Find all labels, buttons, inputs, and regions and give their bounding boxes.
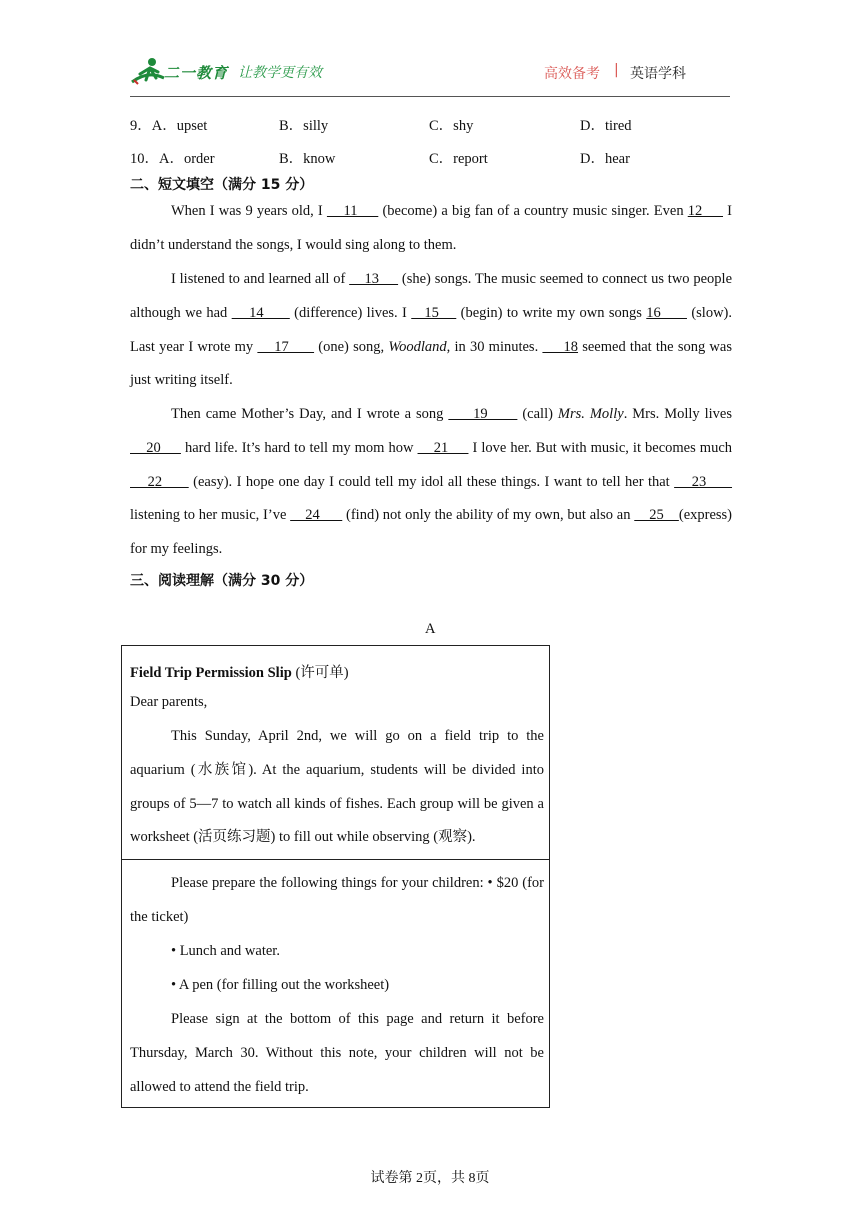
blank-18[interactable]: 18 [542, 338, 579, 355]
slip-paragraph-1: This Sunday, April 2nd, we will go on a field trip to the aquarium (水族馆). At the aquarium, students will be divided into groups of 5—7 to watch all kinds of fishes. Each group will be given a worksheet (活页练习题) to fill out while observing (观察). [130, 728, 544, 846]
slip-paragraph-2: Please prepare the following things for your children: • $20 (for the ticket) [130, 875, 544, 925]
blank-14[interactable]: 14 [231, 304, 290, 321]
slip-item-lunch: • Lunch and water. [171, 943, 280, 959]
q9-option-d: D．tired [580, 118, 632, 134]
reading-passage-label: A [425, 621, 436, 637]
slip-paragraph-3: Please sign at the bottom of this page and return it before Thursday, March 30. Without this note, your children will not be allowed to attend the field trip. [130, 1011, 544, 1095]
blank-25[interactable]: 25 [634, 507, 679, 524]
blank-12[interactable]: 12 [687, 203, 724, 219]
section-heading-reading: 三、阅读理解（满分 30 分） [130, 573, 314, 589]
q10-option-b: B．know [279, 151, 336, 167]
blank-13[interactable]: 13 [349, 271, 399, 287]
blank-24[interactable]: 24 [290, 507, 343, 524]
cloze-paragraph-1: When I was 9 years old, I 11 (become) a big fan of a country music singer. Even 12 I didn’t understand the songs, I would sing along to them. [130, 203, 733, 253]
blank-19[interactable]: 19 [448, 406, 518, 422]
blank-20[interactable]: 20 [130, 439, 181, 456]
blank-22[interactable]: 22 [130, 473, 189, 490]
slogan: 让教学更有效 [238, 65, 322, 81]
header-divider [130, 96, 730, 97]
permission-slip-divider [121, 859, 550, 860]
cloze-paragraph-3: Then came Mother’s Day, and I wrote a song 19 (call) Mrs. Molly. Mrs. Molly lives 20 hard life. It’s hard to tell my mom how 21 I love her. But with music, it becomes much 22 (easy). I hope one day I could tell my idol all these things. I want to tell her that 23 listening to her music, I’ve 24 (find) not only the ability of my own, but also an 25 (express) for my feelings. [130, 406, 733, 558]
q9-option-c: C．shy [429, 118, 474, 134]
q9-option-b: B．silly [279, 118, 329, 134]
song-title-mrs-molly: Mrs. Molly [557, 406, 624, 422]
header-tag-left: 高效备考 [544, 66, 600, 82]
slip-title: Field Trip Permission Slip (许可单) [130, 665, 349, 681]
logo-text: 二一教育 [164, 64, 229, 82]
header-tag-right: 英语学科 [630, 66, 686, 82]
blank-23[interactable]: 23 [674, 473, 733, 490]
blank-15[interactable]: 15 [411, 304, 457, 321]
blank-17[interactable]: 17 [257, 338, 315, 355]
header-tag-separator: | [614, 62, 619, 78]
slip-item-pen: • A pen (for filling out the worksheet) [171, 977, 390, 993]
q10-option-a: 10．A．order [130, 151, 215, 167]
page-footer: 试卷第 2页，共 8页 [370, 1171, 490, 1186]
blank-21[interactable]: 21 [417, 439, 469, 456]
blank-16[interactable]: 16 [646, 304, 687, 321]
song-title: Woodland [388, 338, 447, 355]
q9-option-a: 9．A．upset [130, 118, 208, 134]
slip-greeting: Dear parents, [130, 694, 208, 710]
q10-option-c: C．report [429, 151, 488, 167]
cloze-paragraph-2: I listened to and learned all of 13 (she) songs. The music seemed to connect us two people although we had 14 (difference) lives. I 15 (begin) to write my own songs 16 (slow). Last year I wrote my 17 (one) song, Woodland, in 30 minutes. 18 seemed that the song was just writing itself. [130, 271, 733, 389]
section-heading-cloze: 二、短文填空（满分 15 分） [130, 177, 314, 193]
blank-11[interactable]: 11 [326, 203, 379, 219]
q10-option-d: D．hear [580, 151, 630, 167]
